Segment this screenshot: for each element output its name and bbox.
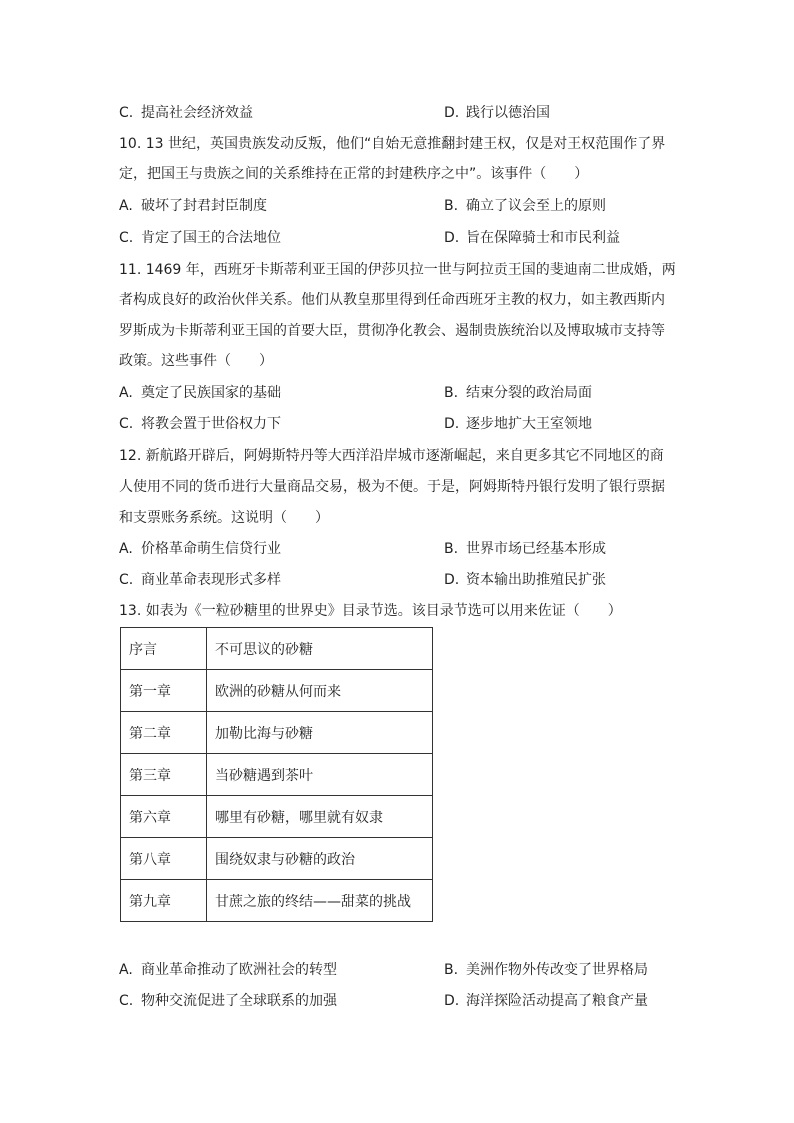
q10-option-c[interactable]: [119, 228, 281, 248]
q11-option-c[interactable]: [119, 414, 281, 434]
option-text: 资本输出助推殖民扩张: [466, 572, 606, 588]
q13-option-d[interactable]: [444, 991, 648, 1011]
option-letter: C.: [119, 105, 134, 121]
option-letter: A.: [119, 962, 133, 978]
q10-stem-line-1: 10. 13 世纪，英国贵族发动反叛，他们“自始无意推翻封建王权，仅是对王权范围作了界: [119, 136, 666, 152]
option-letter: C.: [119, 230, 134, 246]
title-cell: 当砂糖遇到茶叶: [207, 754, 433, 796]
table-row: [121, 796, 433, 838]
q11-option-d[interactable]: [444, 414, 592, 434]
option-text: 肯定了国王的合法地位: [141, 230, 281, 246]
option-letter: A.: [119, 198, 133, 214]
q10-option-a[interactable]: [119, 196, 267, 216]
title-cell: 加勒比海与砂糖: [207, 712, 433, 754]
option-text: 海洋探险活动提高了粮食产量: [466, 993, 648, 1009]
option-letter: C.: [119, 572, 134, 588]
option-letter: C.: [119, 416, 134, 432]
chapter-cell: 第二章: [121, 712, 207, 754]
chapter-cell: 第九章: [121, 880, 207, 922]
option-text: 践行以德治国: [466, 105, 550, 121]
option-letter: D.: [444, 230, 460, 246]
option-letter: D.: [444, 572, 460, 588]
option-text: 旨在保障骑士和市民利益: [466, 230, 620, 246]
q9-option-d[interactable]: [444, 103, 550, 123]
q13-stem: 13. 如表为《一粒砂糖里的世界史》目录节选。该目录节选可以用来佐证（ ）: [119, 603, 622, 619]
option-text: 将教会置于世俗权力下: [141, 416, 281, 432]
q13-option-a[interactable]: [119, 960, 337, 980]
q12-stem-line-2: 人使用不同的货币进行大量商品交易，极为不便。于是，阿姆斯特丹银行发明了银行票据: [119, 479, 665, 495]
q12-option-c[interactable]: [119, 570, 281, 590]
q11-option-b[interactable]: [444, 383, 592, 403]
table-row: [121, 880, 433, 922]
q10-stem-line-2: 定，把国王与贵族之间的关系维持在正常的封建秩序之中”。该事件（ ）: [119, 166, 589, 182]
option-letter: B.: [444, 385, 459, 401]
table-row: [121, 838, 433, 880]
title-cell: 不可思议的砂糖: [207, 628, 433, 670]
option-text: 商业革命表现形式多样: [141, 572, 281, 588]
option-letter: A.: [119, 541, 133, 557]
contents-table: [120, 627, 433, 922]
option-letter: D.: [444, 416, 460, 432]
q11-option-a[interactable]: [119, 383, 281, 403]
chapter-cell: 第三章: [121, 754, 207, 796]
q12-stem-line-1: 12. 新航路开辟后，阿姆斯特丹等大西洋沿岸城市逐渐崛起，来自更多其它不同地区的商: [119, 448, 664, 464]
table-row: [121, 712, 433, 754]
q11-stem-line-3: 罗斯成为卡斯蒂利亚王国的首要大臣，贯彻净化教会、遏制贵族统治以及博取城市支持等: [119, 323, 665, 339]
q13-option-c[interactable]: [119, 991, 337, 1011]
title-cell: 甘蔗之旅的终结——甜菜的挑战: [207, 880, 433, 922]
q12-option-b[interactable]: [444, 539, 606, 559]
option-text: 世界市场已经基本形成: [466, 541, 606, 557]
q10-option-d[interactable]: [444, 228, 620, 248]
table-row: [121, 754, 433, 796]
title-cell: 哪里有砂糖，哪里就有奴隶: [207, 796, 433, 838]
option-letter: B.: [444, 962, 459, 978]
option-text: 物种交流促进了全球联系的加强: [141, 993, 337, 1009]
option-letter: B.: [444, 198, 459, 214]
title-cell: 围绕奴隶与砂糖的政治: [207, 838, 433, 880]
chapter-cell: 第八章: [121, 838, 207, 880]
option-letter: B.: [444, 541, 459, 557]
q12-option-d[interactable]: [444, 570, 606, 590]
option-text: 逐步地扩大王室领地: [466, 416, 592, 432]
option-text: 美洲作物外传改变了世界格局: [466, 962, 648, 978]
option-text: 奠定了民族国家的基础: [141, 385, 281, 401]
chapter-cell: 第一章: [121, 670, 207, 712]
chapter-cell: 第六章: [121, 796, 207, 838]
q12-option-a[interactable]: [119, 539, 281, 559]
option-letter: C.: [119, 993, 134, 1009]
q11-stem-line-1: 11. 1469 年，西班牙卡斯蒂利亚王国的伊莎贝拉一世与阿拉贡王国的斐迪南二世成婚，两: [119, 262, 676, 278]
option-text: 价格革命萌生信贷行业: [141, 541, 281, 557]
title-cell: 欧洲的砂糖从何而来: [207, 670, 433, 712]
option-text: 破坏了封君封臣制度: [141, 198, 267, 214]
q12-stem-line-3: 和支票账务系统。这说明（ ）: [119, 510, 329, 526]
option-text: 结束分裂的政治局面: [466, 385, 592, 401]
q13-option-b[interactable]: [444, 960, 648, 980]
chapter-cell: 序言: [121, 628, 207, 670]
q11-stem-line-4: 政策。这些事件（ ）: [119, 353, 273, 369]
option-text: 商业革命推动了欧洲社会的转型: [141, 962, 337, 978]
option-letter: D.: [444, 105, 460, 121]
q11-stem-line-2: 者构成良好的政治伙伴关系。他们从教皇那里得到任命西班牙主教的权力，如主教西斯内: [119, 292, 665, 308]
option-letter: D.: [444, 993, 460, 1009]
option-text: 提高社会经济效益: [141, 105, 253, 121]
table-row: [121, 628, 433, 670]
table-row: [121, 670, 433, 712]
q10-option-b[interactable]: [444, 196, 606, 216]
q9-option-c[interactable]: [119, 103, 253, 123]
option-text: 确立了议会至上的原则: [466, 198, 606, 214]
option-letter: A.: [119, 385, 133, 401]
